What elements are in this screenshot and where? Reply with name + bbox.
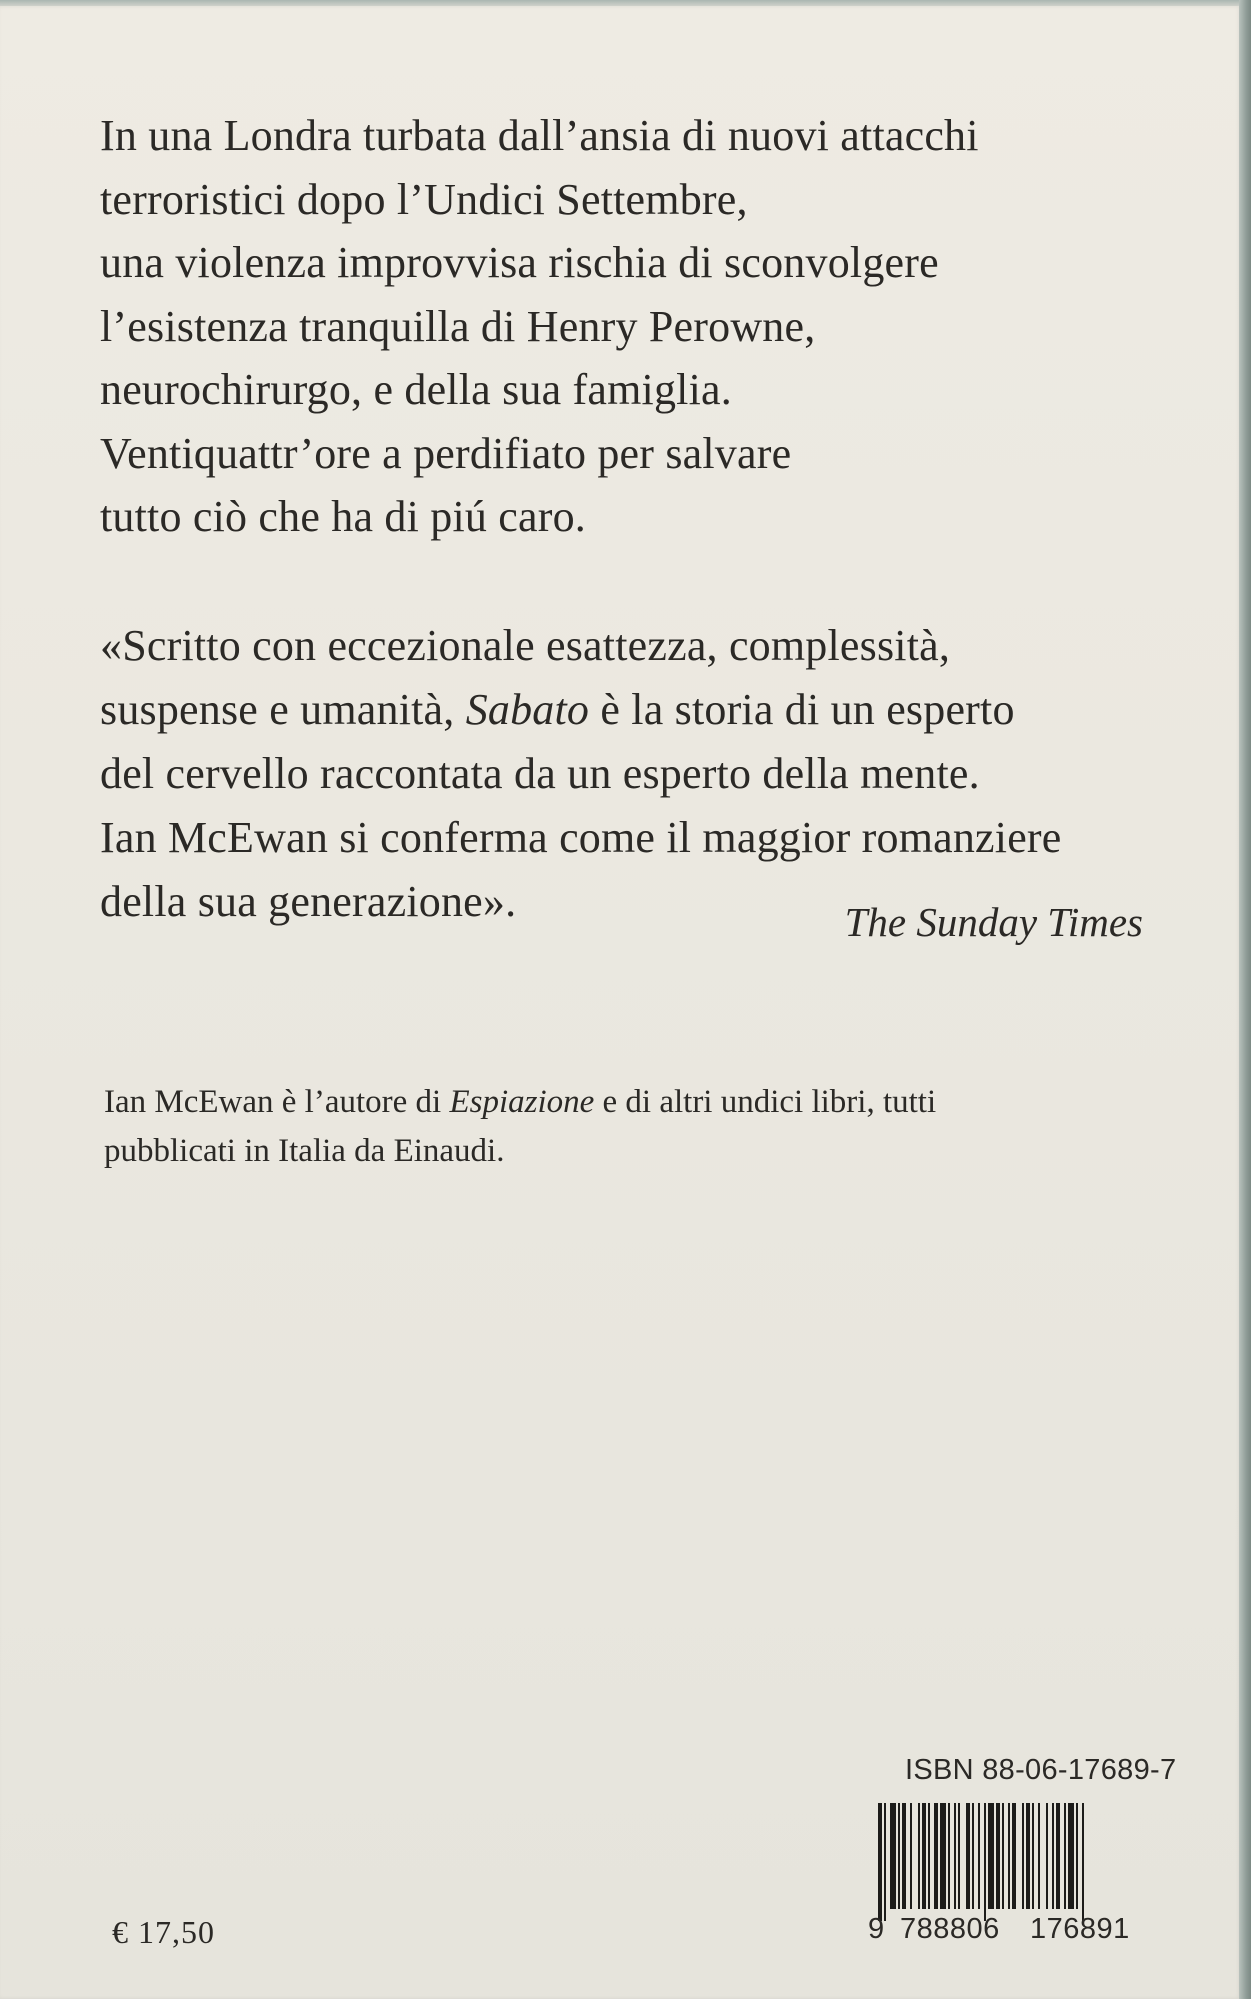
barcode-bar (1082, 1803, 1084, 1921)
barcode-lead-digit: 9 (868, 1913, 885, 1945)
barcode-bar (948, 1803, 950, 1909)
barcode-bar (928, 1803, 930, 1909)
barcode-bar (1064, 1803, 1066, 1909)
cover-right-edge (1239, 0, 1251, 1999)
book-title-italic: Sabato (465, 685, 590, 734)
quote-line (100, 678, 1160, 742)
barcode-bar (1026, 1803, 1030, 1909)
book-back-cover (0, 6, 1241, 1999)
barcode-bar (1076, 1803, 1078, 1909)
barcode-bar (878, 1803, 882, 1921)
barcode-bar (996, 1803, 1000, 1909)
barcode-bar (918, 1803, 920, 1909)
barcode-bar (1068, 1803, 1074, 1909)
quote-line: della sua generazione». (100, 877, 517, 926)
quote-line: del cervello raccontata da un esperto della mente. (100, 749, 980, 798)
author-note-line: pubblicati in Italia da Einaudi. (104, 1133, 505, 1169)
barcode-bar (966, 1803, 970, 1909)
barcode-bar (1046, 1803, 1048, 1909)
author-note-line (104, 1078, 1154, 1127)
barcode-bar (1032, 1803, 1034, 1909)
quote-text: suspense e umanità, (100, 685, 466, 734)
barcode-bar (902, 1803, 906, 1909)
synopsis-line: neurochirurgo, e della sua famiglia. (100, 365, 732, 414)
barcode-bar (940, 1803, 946, 1909)
price-label: € 17,50 (112, 1914, 215, 1950)
quote-attribution: The Sunday Times (844, 899, 1143, 945)
barcode-icon (872, 1801, 1162, 1921)
barcode-digits-left: 788806 (900, 1913, 1000, 1945)
synopsis-line: Ventiquattr’ore a perdifiato per salvare (100, 428, 792, 478)
quote-line: «Scritto con eccezionale esattezza, complessità, (100, 621, 951, 670)
barcode-bar (1038, 1803, 1040, 1909)
quote-line: Ian McEwan si conferma come il maggior romanziere (100, 813, 1062, 862)
synopsis-line: una violenza improvvisa rischia di sconvolgere (100, 238, 939, 287)
barcode-bar (984, 1803, 986, 1921)
synopsis-line: l’esistenza tranquilla di Henry Perowne, (100, 301, 816, 351)
barcode-bar (978, 1803, 980, 1909)
barcode-bar (1002, 1803, 1004, 1909)
author-note-text: e di altri undici libri, tutti (594, 1084, 937, 1120)
barcode-bar (898, 1803, 900, 1909)
barcode (868, 1801, 1162, 1951)
barcode-bar (972, 1803, 974, 1909)
barcode-bar (1052, 1803, 1054, 1909)
synopsis-line: In una Londra turbata dall’ansia di nuovi attacchi (100, 111, 979, 160)
synopsis-line: tutto ciò che ha di piú caro. (100, 492, 586, 541)
barcode-bar (934, 1803, 938, 1909)
barcode-bar (910, 1803, 912, 1909)
synopsis-text (100, 104, 1160, 549)
previous-book-title: Espiazione (449, 1084, 595, 1120)
barcode-digits-right: 176891 (1030, 1913, 1130, 1945)
author-note-text: Ian McEwan è l’autore di (104, 1084, 450, 1120)
barcode-bar (1012, 1803, 1016, 1909)
barcode-bar (922, 1803, 926, 1909)
barcode-bar (1022, 1803, 1024, 1909)
barcode-bar (958, 1803, 960, 1909)
barcode-bar (1008, 1803, 1010, 1909)
press-quote (100, 614, 1160, 934)
isbn-label: ISBN 88-06-17689-7 (905, 1754, 1177, 1786)
quote-text: è la storia di un esperto (589, 685, 1015, 734)
barcode-bar (884, 1803, 886, 1921)
barcode-bar (954, 1803, 956, 1909)
synopsis-line: terroristici dopo l’Undici Settembre, (100, 174, 748, 224)
barcode-bar (890, 1803, 896, 1909)
author-note (104, 1078, 1154, 1176)
barcode-bar (988, 1803, 994, 1909)
barcode-bar (1056, 1803, 1060, 1909)
